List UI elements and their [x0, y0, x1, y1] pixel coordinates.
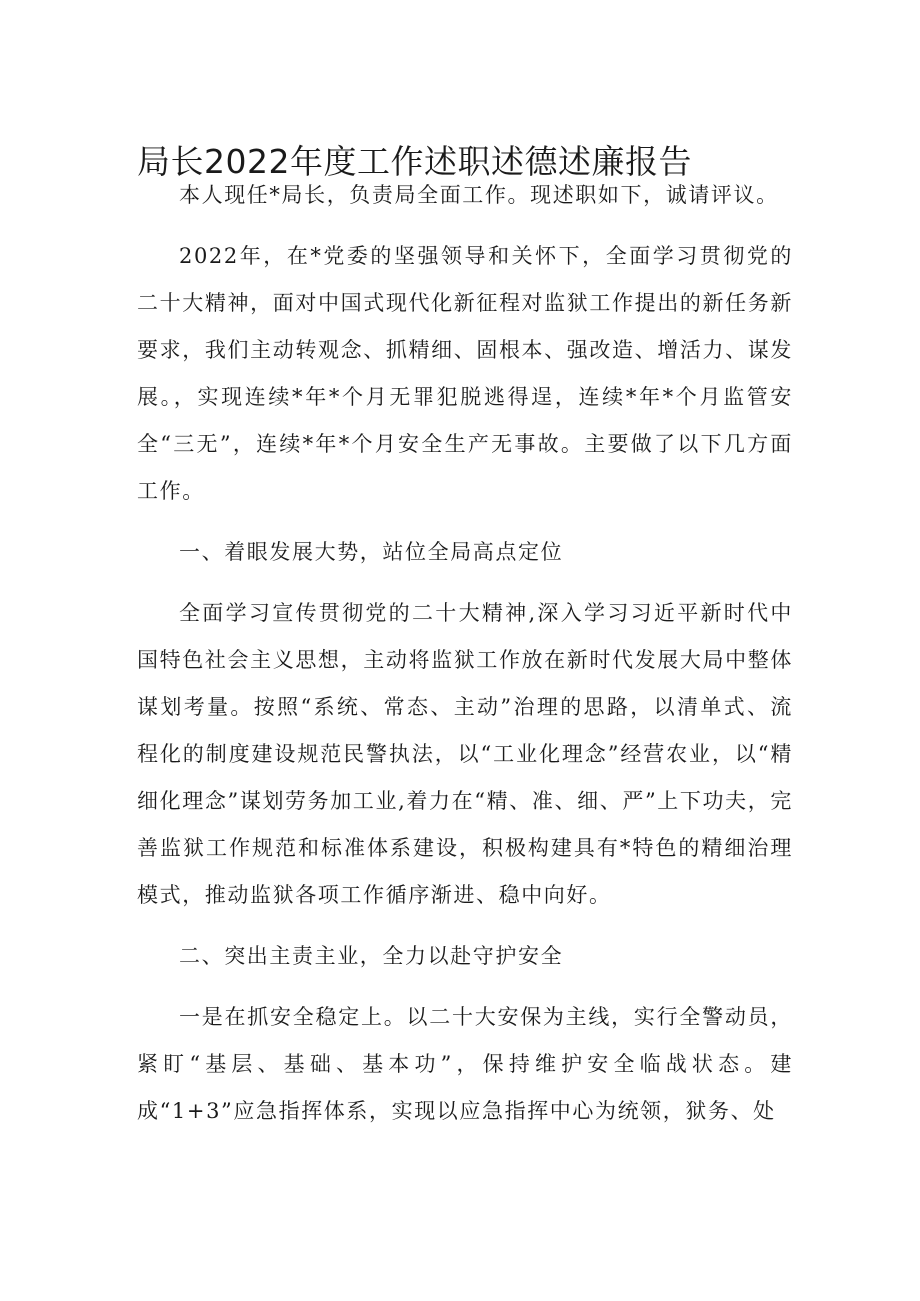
section-1-paragraph: 全面学习宣传贯彻党的二十大精神,深入学习习近平新时代中国特色社会主义思想，主动将监狱工作放在新时代发展大局中整体谋划考量。按照“系统、常态、主动”治理的思路，以清单式、流程化的制度建设规范民警执法，以“工业化理念”经营农业，以“精细化理念”谋划劳务加工业,着力在“精、准、细、严”上下功夫，完善监狱工作规范和标准体系建设，积极构建具有*特色的精细治理模式，推动监狱各项工作循序渐进、稳中向好。 — [137, 601, 793, 907]
document-title: 局长2022年度工作述职述德述廉报告 — [137, 142, 692, 181]
section-2-heading: 二、突出主责主业，全力以赴守护安全 — [179, 944, 564, 968]
overview-paragraph: 2022年，在*党委的坚强领导和关怀下，全面学习贯彻党的二十大精神，面对中国式现代化新征程对监狱工作提出的新任务新要求，我们主动转观念、抓精细、固根本、强改造、增活力、谋发展。，实现连续*年*个月无罪犯脱逃得逞，连续*年*个月监管安全“三无”，连续*年*个月安全生产无事故。主要做了以下几方面工作。 — [137, 244, 793, 503]
section-1-heading: 一、着眼发展大势，站位全局高点定位 — [179, 540, 564, 564]
section-2-paragraph: 一是在抓安全稳定上。以二十大安保为主线，实行全警动员，紧盯“基层、基础、基本功”，保持维护安全临战状态。建成“1+3”应急指挥体系，实现以应急指挥中心为统领，狱务、处 — [137, 1005, 793, 1123]
document-body — [137, 172, 793, 1135]
intro-paragraph: 本人现任*局长，负责局全面工作。现述职如下，诚请评议。 — [179, 183, 779, 207]
